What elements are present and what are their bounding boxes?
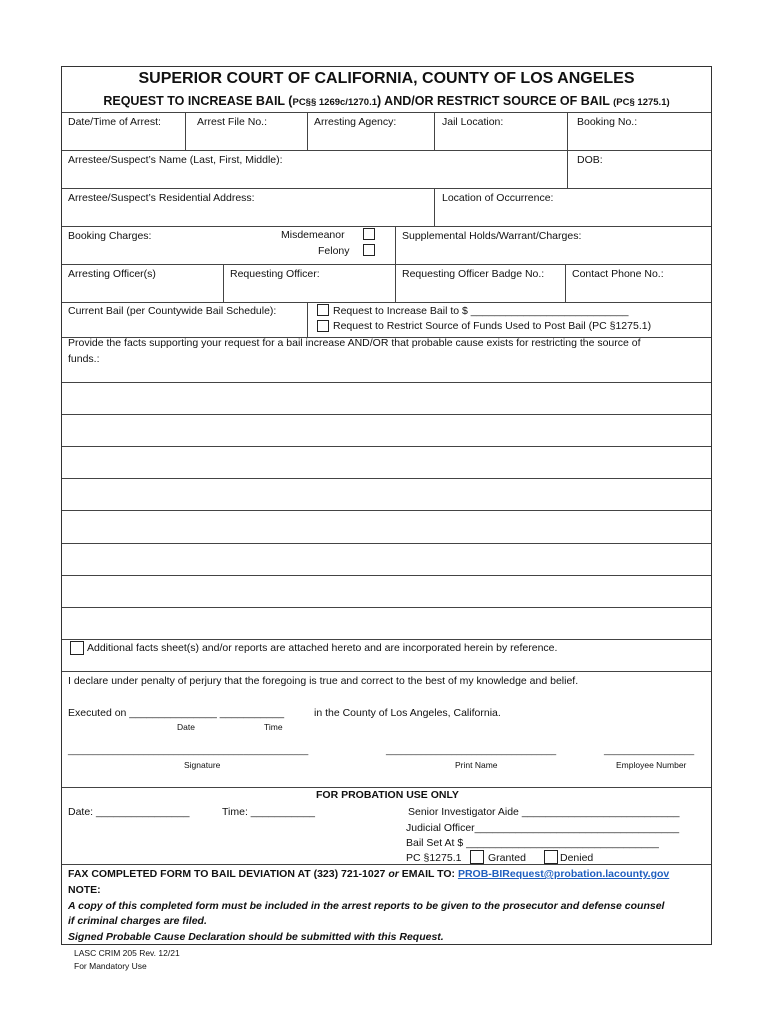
judicial-officer-line: Judicial Officer___________________________________ — [406, 822, 680, 834]
employee-number-line: __________________ — [604, 745, 695, 755]
increase-bail-checkbox[interactable] — [317, 304, 329, 316]
county-text: in the County of Los Angeles, California. — [314, 707, 501, 719]
fax-instructions: FAX COMPLETED FORM TO BAIL DEVIATION AT (323) 721-1027 or EMAIL TO: PROB-BIRequest@probation.lacounty.gov — [68, 868, 670, 880]
arresting-officers-label: Arresting Officer(s) — [68, 268, 156, 280]
dob-label: DOB: — [577, 154, 603, 166]
investigator-aide-line: Senior Investigator Aide ___________________________ — [408, 806, 680, 818]
date-time-of-arrest-label: Date/Time of Arrest: — [68, 116, 161, 128]
copy-note-line2: if criminal charges are filed. — [68, 915, 207, 927]
signature-caption: Signature — [184, 760, 221, 770]
time-caption: Time — [264, 722, 283, 732]
increase-bail-label: Request to Increase Bail to $ ___________________________ — [333, 305, 629, 317]
facts-prompt-line1: Provide the facts supporting your request for a bail increase AND/OR that probable cause exists for restricting the source of — [68, 337, 641, 349]
felony-checkbox[interactable] — [363, 244, 375, 256]
requesting-officer-label: Requesting Officer: — [230, 268, 320, 280]
bail-set-at-line: Bail Set At $ _________________________________ — [406, 837, 659, 849]
bail-request-form — [61, 66, 712, 945]
form-subtitle: REQUEST TO INCREASE BAIL (PC§§ 1269c/1270.1) AND/OR RESTRICT SOURCE OF BAIL (PC§ 1275.1) — [103, 94, 670, 108]
contact-phone-label: Contact Phone No.: — [572, 268, 664, 280]
granted-checkbox[interactable] — [470, 850, 484, 864]
note-label: NOTE: — [68, 884, 101, 896]
location-of-occurrence-label: Location of Occurrence: — [442, 192, 554, 204]
copy-note-line1: A copy of this completed form must be included in the arrest reports to be given to the prosecutor and defense counsel — [68, 900, 665, 912]
denied-checkbox[interactable] — [544, 850, 558, 864]
probation-email-link[interactable]: PROB-BIRequest@probation.lacounty.gov — [457, 868, 670, 880]
signed-declaration-note: Signed Probable Cause Declaration should be submitted with this Request. — [68, 931, 444, 943]
probation-date: Date: ________________ — [68, 806, 190, 818]
arrestee-name-label: Arrestee/Suspect’s Name (Last, First, Middle): — [68, 154, 283, 166]
granted-label: Granted — [488, 852, 526, 864]
denied-label: Denied — [560, 852, 594, 864]
misdemeanor-label: Misdemeanor — [281, 229, 345, 241]
mandatory-use-note: For Mandatory Use — [74, 961, 147, 971]
jail-location-label: Jail Location: — [442, 116, 504, 128]
pc-1275-label: PC §1275.1 — [406, 852, 462, 864]
restrict-source-checkbox[interactable] — [317, 320, 329, 332]
booking-charges-label: Booking Charges: — [68, 230, 152, 242]
misdemeanor-checkbox[interactable] — [363, 228, 375, 240]
print-name-line: __________________________________ — [386, 745, 557, 755]
form-revision: LASC CRIM 205 Rev. 12/21 — [74, 948, 180, 958]
arresting-agency-label: Arresting Agency: — [314, 116, 397, 128]
probation-heading: FOR PROBATION USE ONLY — [316, 789, 459, 801]
facts-prompt-line2: funds.: — [68, 353, 100, 365]
print-name-caption: Print Name — [455, 760, 498, 770]
form-title: SUPERIOR COURT OF CALIFORNIA, COUNTY OF LOS ANGELES — [138, 70, 635, 87]
date-caption: Date — [177, 722, 195, 732]
residential-address-label: Arrestee/Suspect’s Residential Address: — [68, 192, 255, 204]
probation-time: Time: ___________ — [222, 806, 316, 818]
badge-no-label: Requesting Officer Badge No.: — [402, 268, 545, 280]
additional-facts-checkbox[interactable] — [70, 641, 84, 655]
employee-number-caption: Employee Number — [616, 760, 687, 770]
restrict-source-label: Request to Restrict Source of Funds Used to Post Bail (PC §1275.1) — [333, 320, 652, 332]
felony-label: Felony — [318, 245, 350, 257]
booking-no-label: Booking No.: — [577, 116, 638, 128]
additional-facts-label: Additional facts sheet(s) and/or reports are attached hereto and are incorporated herein by reference. — [87, 642, 558, 654]
executed-on-line: Executed on _______________ ___________ — [68, 707, 285, 719]
supplemental-holds-label: Supplemental Holds/Warrant/Charges: — [402, 230, 582, 242]
current-bail-label: Current Bail (per Countywide Bail Schedule): — [68, 305, 277, 317]
arrest-file-no-label: Arrest File No.: — [197, 116, 268, 128]
declaration-text: I declare under penalty of perjury that the foregoing is true and correct to the best of my knowledge and belief. — [68, 675, 579, 687]
signature-line: ________________________________________________ — [68, 745, 309, 755]
